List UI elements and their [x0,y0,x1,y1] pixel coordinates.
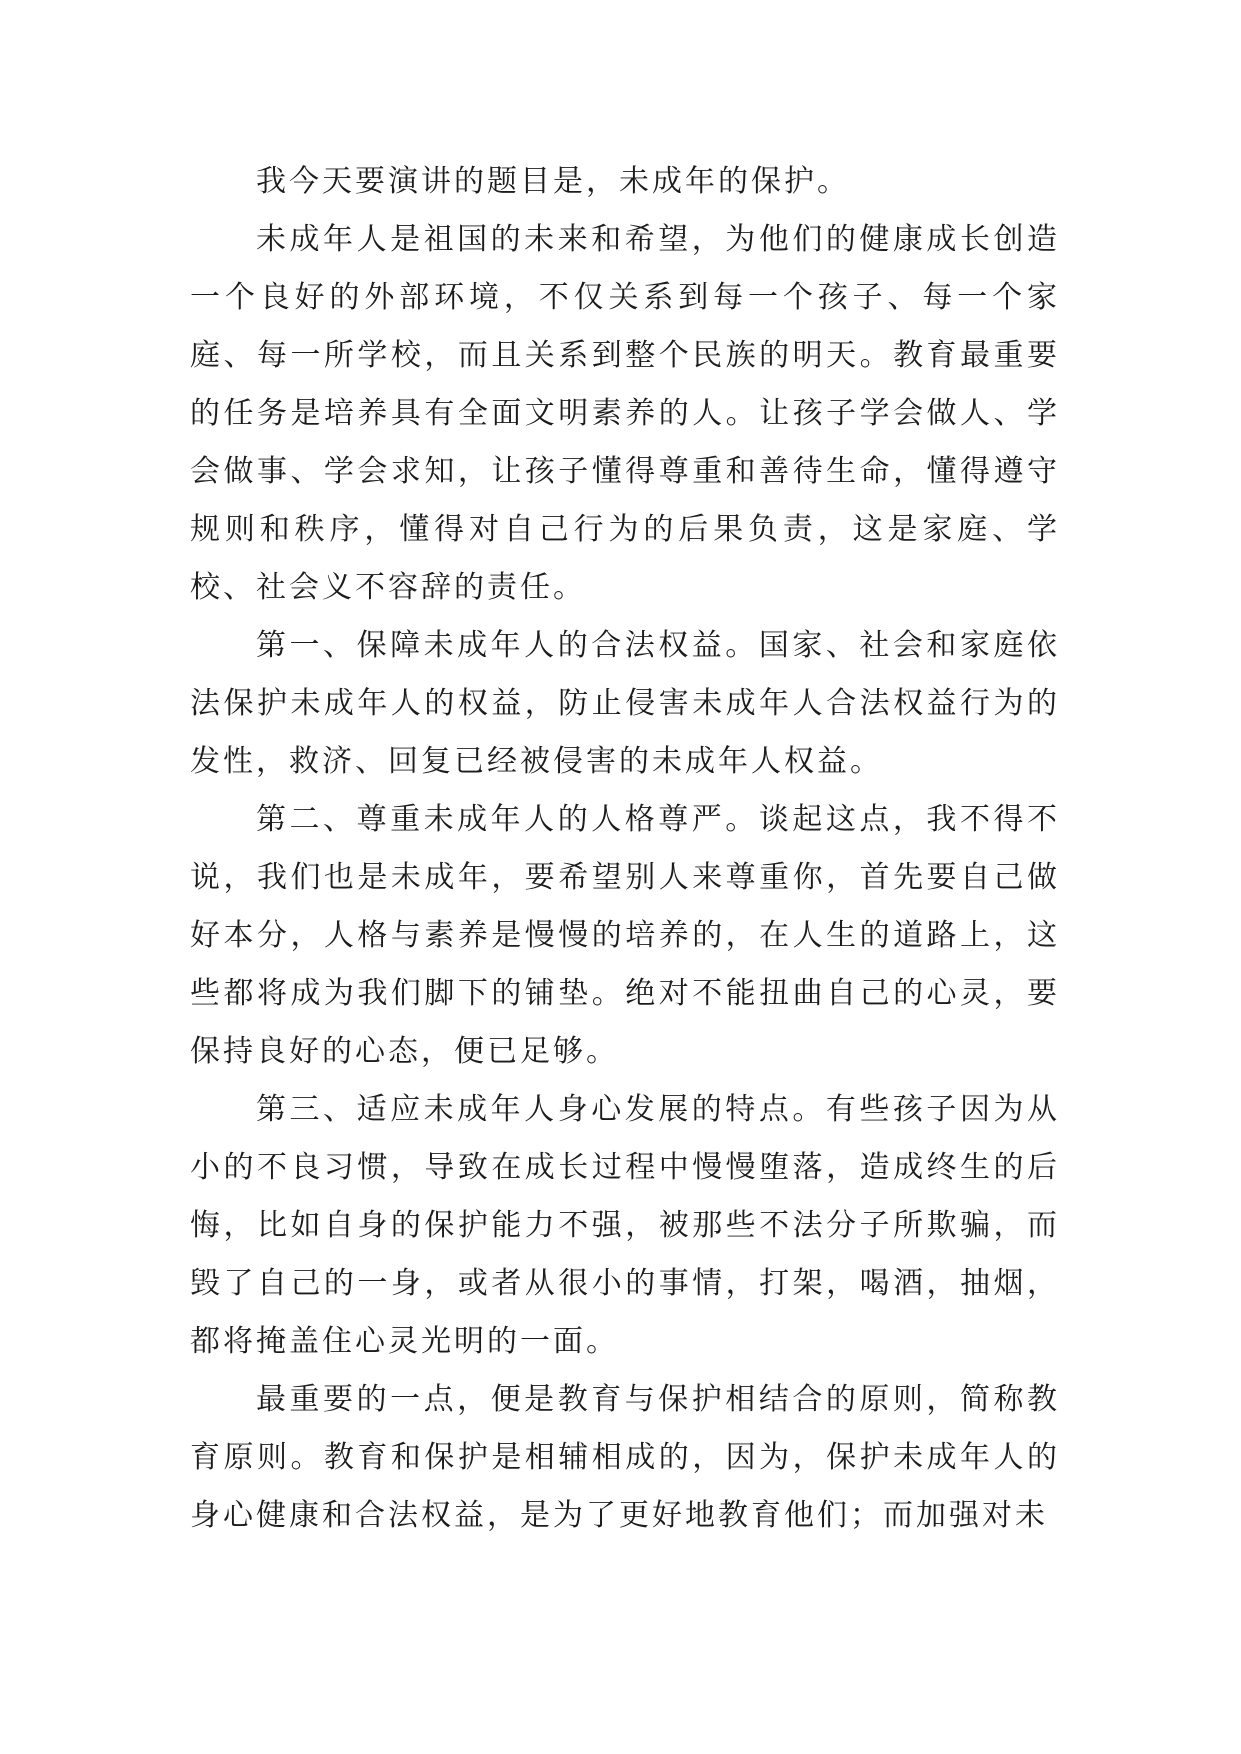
paragraph-intro: 我今天要演讲的题目是，未成年的保护。 [256,164,850,199]
paragraph-future-hope: 未成年人是祖国的未来和希望，为他们的健康成长创造一个良好的外部环境，不仅关系到每一个孩子、每一个家庭、每一所学校，而且关系到整个民族的明天。教育最重要的任务是培养具有全面文明素养的人。让孩子学会做人、学会做事、学会求知，让孩子懂得尊重和善待生命，懂得遵守规则和秩序，懂得对自己行为的后果负责，这是家庭、学校、社会义不容辞的责任。 [190,222,1060,605]
paragraph-point-two: 第二、尊重未成年人的人格尊严。谈起这点，我不得不说，我们也是未成年，要希望别人来尊重你，首先要自己做好本分，人格与素养是慢慢的培养的，在人生的道路上，这些都将成为我们脚下的铺垫。绝对不能扭曲自己的心灵，要保持良好的心态，便已足够。 [190,802,1060,1069]
paragraph-point-one: 第一、保障未成年人的合法权益。国家、社会和家庭依法保护未成年人的权益，防止侵害未成年人合法权益行为的发性，救济、回复已经被侵害的未成年人权益。 [190,628,1060,779]
document-body [190,153,1060,1545]
paragraph-most-important: 最重要的一点，便是教育与保护相结合的原则，简称教育原则。教育和保护是相辅相成的，因为，保护未成年人的身心健康和合法权益，是为了更好地教育他们；而加强对未 [190,1382,1060,1533]
paragraph-point-three: 第三、适应未成年人身心发展的特点。有些孩子因为从小的不良习惯，导致在成长过程中慢慢堕落，造成终生的后悔，比如自身的保护能力不强，被那些不法分子所欺骗，而毁了自己的一身，或者从很小的事情，打架，喝酒，抽烟，都将掩盖住心灵光明的一面。 [190,1092,1060,1359]
